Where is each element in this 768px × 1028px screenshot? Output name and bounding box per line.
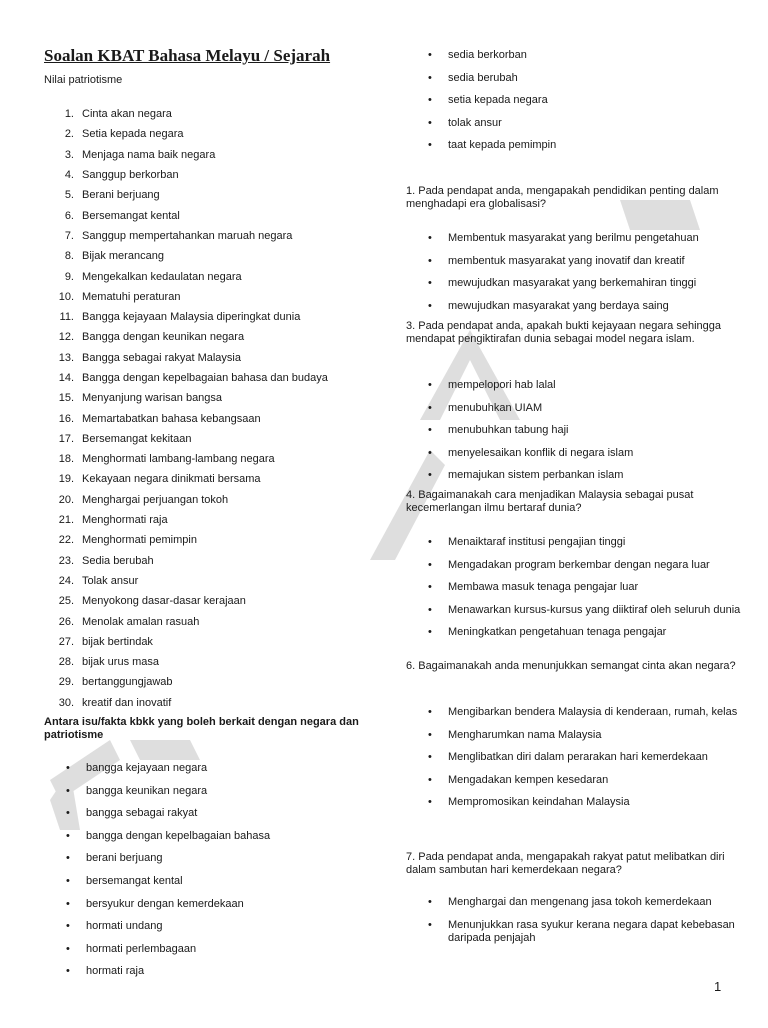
bullet-icon: • <box>428 773 432 786</box>
value-number: 16. <box>58 412 74 425</box>
answer-item <box>422 232 742 245</box>
value-number: 6. <box>64 209 74 222</box>
value-number: 19. <box>58 473 74 486</box>
value-item <box>44 469 364 489</box>
list-item-text: tolak ansur <box>448 116 502 129</box>
value-number: 28. <box>58 656 74 669</box>
value-item <box>44 368 364 388</box>
list-item-text: Menglibatkan diri dalam perarakan hari kemerdekaan <box>448 751 708 764</box>
value-item <box>44 104 364 124</box>
value-item <box>44 165 364 185</box>
answer-item <box>422 626 742 639</box>
bullet-icon: • <box>428 71 432 84</box>
question-4-answers <box>422 536 742 649</box>
list-item-text: membentuk masyarakat yang inovatif dan kreatif <box>448 254 685 267</box>
value-text: bijak urus masa <box>82 656 160 669</box>
issue-item <box>60 762 360 775</box>
value-number: 3. <box>64 148 74 161</box>
value-item <box>44 652 364 672</box>
question-3-answers <box>422 379 742 492</box>
bullet-icon: • <box>428 581 432 594</box>
list-item-text: menubuhkan tabung haji <box>448 424 569 437</box>
value-text: Sanggup berkorban <box>82 169 179 182</box>
issue-item <box>60 875 360 888</box>
value-text: Setia kepada negara <box>82 128 184 141</box>
issue-item <box>60 785 360 798</box>
value-text: Menghargai perjuangan tokoh <box>82 493 229 506</box>
bullet-icon: • <box>428 94 432 107</box>
bullet-icon: • <box>428 603 432 616</box>
value-item <box>44 185 364 205</box>
bullet-icon: • <box>428 896 432 908</box>
bullet-icon: • <box>428 49 432 61</box>
value-item <box>44 672 364 692</box>
value-text: Kekayaan negara dinikmati bersama <box>82 473 261 486</box>
list-item-text: mewujudkan masyarakat yang berdaya saing <box>448 299 669 312</box>
answer-item <box>422 300 742 313</box>
bullet-icon: • <box>428 299 432 312</box>
value-number: 29. <box>58 676 74 689</box>
value-bullet-item <box>422 49 742 62</box>
value-bullet-item <box>422 139 742 152</box>
value-number: 4. <box>64 169 74 182</box>
issue-item <box>60 920 360 933</box>
value-text: Menjaga nama baik negara <box>82 148 216 161</box>
value-number: 30. <box>58 696 74 709</box>
value-item <box>44 530 364 550</box>
value-number: 10. <box>58 290 74 303</box>
value-number: 12. <box>58 331 74 344</box>
bullet-icon: • <box>66 762 70 774</box>
answer-item <box>422 277 742 290</box>
value-number: 21. <box>58 514 74 527</box>
list-item-text: Membentuk masyarakat yang berilmu pengetahuan <box>448 232 699 244</box>
bullet-icon: • <box>428 796 432 809</box>
value-number: 22. <box>58 534 74 547</box>
list-item-text: Mengibarkan bendera Malaysia di kenderaan, rumah, kelas <box>448 706 738 718</box>
list-item-text: bersyukur dengan kemerdekaan <box>86 897 244 910</box>
value-item <box>44 145 364 165</box>
value-number: 5. <box>64 189 74 202</box>
answer-item <box>422 729 742 742</box>
list-item-text: berani berjuang <box>86 852 163 865</box>
answer-item <box>422 255 742 268</box>
patriotism-values-list <box>44 104 364 713</box>
list-item-text: Menaiktaraf institusi pengajian tinggi <box>448 536 626 548</box>
list-item-text: hormati perlembagaan <box>86 942 197 955</box>
value-item <box>44 246 364 266</box>
bullet-icon: • <box>66 920 70 933</box>
value-number: 7. <box>64 229 74 242</box>
value-bullet-item <box>422 72 742 85</box>
value-item <box>44 591 364 611</box>
issue-item <box>60 898 360 911</box>
value-text: Menghormati pemimpin <box>82 534 197 547</box>
answer-item <box>422 536 742 549</box>
bullet-icon: • <box>428 446 432 459</box>
value-text: Cinta akan negara <box>82 108 172 121</box>
value-text: bijak bertindak <box>82 635 153 648</box>
list-item-text: Meningkatkan pengetahuan tenaga pengajar <box>448 626 667 639</box>
list-item-text: Menawarkan kursus-kursus yang diiktiraf oleh seluruh dunia <box>448 603 741 616</box>
list-item-text: menubuhkan UIAM <box>448 401 543 414</box>
list-item-text: Membawa masuk tenaga pengajar luar <box>448 581 639 594</box>
bullet-icon: • <box>428 706 432 718</box>
bullet-icon: • <box>428 277 432 290</box>
list-item-text: mewujudkan masyarakat yang berkemahiran tinggi <box>448 277 697 290</box>
answer-item <box>422 796 742 809</box>
question-7: 7. Pada pendapat anda, mengapakah rakyat patut melibatkan diri dalam sambutan hari kemerdekaan negara? <box>406 851 725 876</box>
value-text: Bijak merancang <box>82 250 164 263</box>
question-7-answers <box>422 896 742 954</box>
question-4: 4. Bagaimanakah cara menjadikan Malaysia sebagai pusat kecemerlangan ilmu bertaraf dunia? <box>406 489 694 514</box>
list-item-text: mempelopori hab lalal <box>448 379 556 391</box>
bullet-icon: • <box>428 379 432 391</box>
value-number: 15. <box>58 392 74 405</box>
list-item-text: Mempromosikan keindahan Malaysia <box>448 796 630 809</box>
value-number: 23. <box>58 554 74 567</box>
answer-item <box>422 379 742 392</box>
document-title: Soalan KBAT Bahasa Melayu / Sejarah <box>44 46 331 65</box>
value-item <box>44 551 364 571</box>
value-item <box>44 632 364 652</box>
bullet-icon: • <box>428 232 432 244</box>
value-item <box>44 408 364 428</box>
issue-item <box>60 807 360 820</box>
answer-item <box>422 559 742 572</box>
value-item <box>44 388 364 408</box>
value-item <box>44 611 364 631</box>
list-item-text: bangga kejayaan negara <box>86 762 208 774</box>
bullet-icon: • <box>66 852 70 865</box>
answer-item <box>422 402 742 415</box>
issues-heading: Antara isu/fakta kbkk yang boleh berkait dengan negara dan patriotisme <box>44 716 359 741</box>
list-item-text: bangga dengan kepelbagaian bahasa <box>86 829 271 842</box>
answer-item <box>422 774 742 787</box>
page-number: 1 <box>714 979 722 994</box>
value-number: 14. <box>58 372 74 384</box>
value-item <box>44 490 364 510</box>
value-text: Mematuhi peraturan <box>82 290 181 303</box>
value-text: Berani berjuang <box>82 189 160 202</box>
list-item-text: Mengharumkan nama Malaysia <box>448 728 602 741</box>
value-number: 24. <box>58 574 74 587</box>
question-1: 1. Pada pendapat anda, mengapakah pendidikan penting dalam menghadapi era globalisasi? <box>406 185 719 210</box>
answer-item <box>422 751 742 764</box>
list-item-text: hormati undang <box>86 920 163 933</box>
value-item <box>44 510 364 530</box>
value-item <box>44 693 364 713</box>
value-item <box>44 287 364 307</box>
value-item <box>44 449 364 469</box>
bullet-icon: • <box>66 897 70 910</box>
list-item-text: taat kepada pemimpin <box>448 139 557 152</box>
value-bullet-item <box>422 117 742 130</box>
bullet-icon: • <box>428 558 432 571</box>
value-text: Menghormati raja <box>82 514 168 527</box>
bullet-icon: • <box>428 751 432 764</box>
answer-item <box>422 424 742 437</box>
value-text: Bersemangat kekitaan <box>82 432 192 445</box>
value-text: Mengekalkan kedaulatan negara <box>82 270 242 283</box>
bullet-icon: • <box>66 965 70 978</box>
bullet-icon: • <box>66 829 70 842</box>
value-item <box>44 327 364 347</box>
value-text: Menolak amalan rasuah <box>82 615 200 628</box>
bullet-icon: • <box>66 784 70 797</box>
answer-item <box>422 919 742 945</box>
bullet-icon: • <box>66 942 70 955</box>
issue-item <box>60 965 360 978</box>
list-item-text: bangga keunikan negara <box>86 784 208 797</box>
value-number: 20. <box>58 493 74 506</box>
section-subtitle: Nilai patriotisme <box>44 74 123 86</box>
value-item <box>44 266 364 286</box>
value-number: 17. <box>58 432 74 445</box>
list-item-text: sedia berubah <box>448 71 518 84</box>
bullet-icon: • <box>428 254 432 267</box>
question-1-answers <box>422 232 742 322</box>
issue-item <box>60 943 360 956</box>
value-number: 2. <box>64 128 74 141</box>
value-text: Bangga kejayaan Malaysia diperingkat dunia <box>82 311 301 324</box>
answer-item <box>422 706 742 719</box>
value-text: Menghormati lambang-lambang negara <box>82 453 275 466</box>
value-text: Bangga dengan kepelbagaian bahasa dan budaya <box>82 372 328 384</box>
value-number: 18. <box>58 453 74 466</box>
list-item-text: menyelesaikan konflik di negara islam <box>448 446 634 459</box>
value-text: Menyanjung warisan bangsa <box>82 392 223 405</box>
value-number: 25. <box>58 595 74 608</box>
value-number: 26. <box>58 615 74 628</box>
list-item-text: memajukan sistem perbankan islam <box>448 469 624 482</box>
value-text: Sanggup mempertahankan maruah negara <box>82 229 293 242</box>
issues-list <box>60 762 360 988</box>
bullet-icon: • <box>428 401 432 414</box>
value-item <box>44 348 364 368</box>
bullet-icon: • <box>428 626 432 639</box>
value-number: 11. <box>59 311 74 324</box>
value-text: Bangga sebagai rakyat Malaysia <box>82 351 241 364</box>
value-item <box>44 124 364 144</box>
list-item-text: bangga sebagai rakyat <box>86 807 198 820</box>
value-text: Bersemangat kental <box>82 209 180 222</box>
value-item <box>44 429 364 449</box>
value-text: kreatif dan inovatif <box>82 696 172 709</box>
value-text: Memartabatkan bahasa kebangsaan <box>82 412 261 425</box>
value-text: Sedia berubah <box>82 554 154 567</box>
bullet-icon: • <box>428 424 432 437</box>
issue-item <box>60 830 360 843</box>
list-item-text: setia kepada negara <box>448 94 548 107</box>
bullet-icon: • <box>66 874 70 887</box>
bullet-icon: • <box>428 536 432 548</box>
question-6: 6. Bagaimanakah anda menunjukkan semangat cinta akan negara? <box>406 660 736 672</box>
value-number: 13. <box>58 351 74 364</box>
value-bullet-item <box>422 94 742 107</box>
question-6-answers <box>422 706 742 819</box>
answer-item <box>422 896 742 909</box>
value-number: 8. <box>64 250 74 263</box>
value-number: 9. <box>64 270 74 283</box>
list-item-text: Mengadakan kempen kesedaran <box>448 773 609 786</box>
value-number: 1. <box>64 108 74 121</box>
bullet-icon: • <box>428 918 432 931</box>
list-item-text: Mengadakan program berkembar dengan negara luar <box>448 558 710 571</box>
value-text: Bangga dengan keunikan negara <box>82 331 245 344</box>
list-item-text: sedia berkorban <box>448 49 527 61</box>
bullet-icon: • <box>428 139 432 152</box>
bullet-icon: • <box>428 728 432 741</box>
issue-item <box>60 852 360 865</box>
value-item <box>44 571 364 591</box>
answer-item <box>422 447 742 460</box>
value-item <box>44 307 364 327</box>
value-text: Menyokong dasar-dasar kerajaan <box>82 595 246 608</box>
bullet-icon: • <box>428 469 432 482</box>
bullet-icon: • <box>66 807 70 820</box>
answer-item <box>422 581 742 594</box>
answer-item <box>422 469 742 482</box>
value-number: 27. <box>58 635 74 648</box>
list-item-text: Menunjukkan rasa syukur kerana negara dapat kebebasan daripada penjajah <box>448 918 735 944</box>
value-item <box>44 226 364 246</box>
list-item-text: bersemangat kental <box>86 874 183 887</box>
value-text: bertanggungjawab <box>82 676 173 689</box>
value-text: Tolak ansur <box>82 574 139 587</box>
question-3: 3. Pada pendapat anda, apakah bukti kejayaan negara sehingga mendapat pengiktirafan dunia sebagai model negara islam. <box>406 320 721 345</box>
bullet-icon: • <box>428 116 432 129</box>
value-item <box>44 205 364 225</box>
answer-item <box>422 604 742 617</box>
list-item-text: hormati raja <box>86 965 145 978</box>
right-top-list <box>422 49 742 162</box>
list-item-text: Menghargai dan mengenang jasa tokoh kemerdekaan <box>448 896 712 908</box>
